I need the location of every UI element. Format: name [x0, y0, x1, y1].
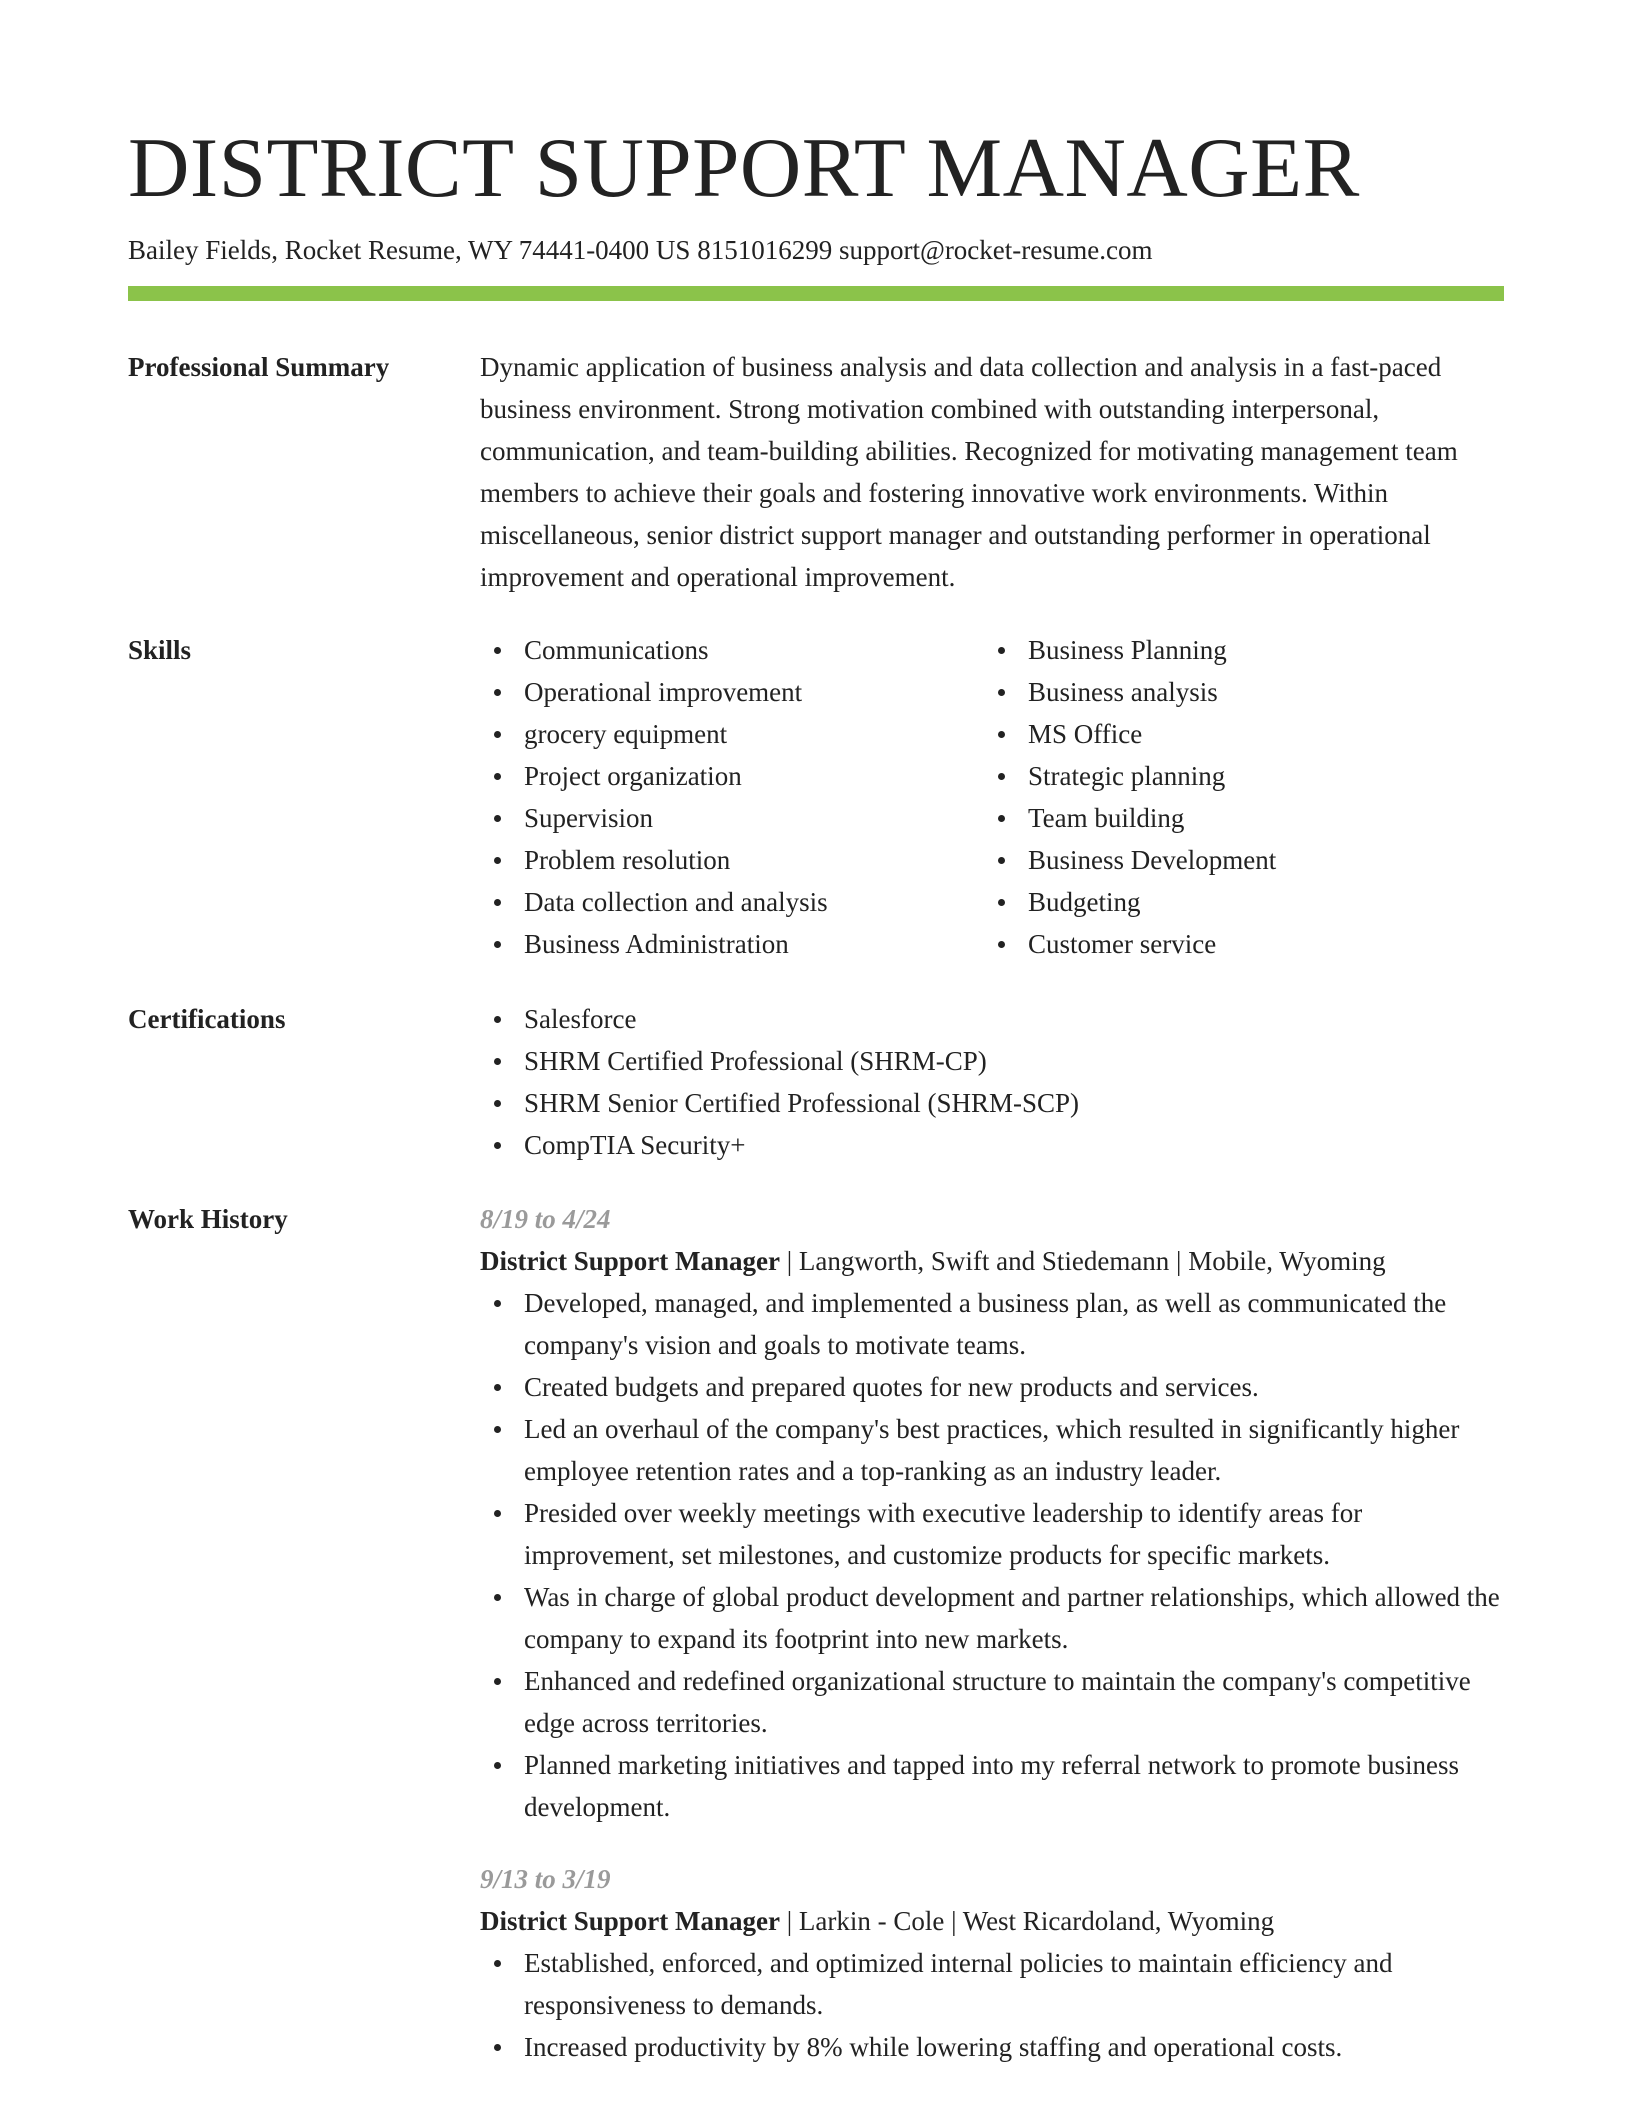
job-bullets: [480, 1282, 1504, 1828]
skill-item: Project organization: [480, 755, 984, 797]
contact-line: Bailey Fields, Rocket Resume, WY 74441-0400 US 8151016299 support@rocket-resume.com: [128, 235, 1153, 265]
skill-item: Business Development: [984, 839, 1504, 881]
certification-item: SHRM Senior Certified Professional (SHRM-SCP): [480, 1082, 1504, 1124]
skills-title: Skills: [128, 635, 192, 665]
job-details: | Langworth, Swift and Stiedemann | Mobile, Wyoming: [779, 1246, 1386, 1276]
job-entry: [480, 1858, 1504, 2068]
skill-item: Data collection and analysis: [480, 881, 984, 923]
job-bullet: Developed, managed, and implemented a business plan, as well as communicated the company's vision and goals to motivate teams.: [480, 1282, 1504, 1366]
skill-item: Business Administration: [480, 923, 984, 965]
certifications-list: [480, 998, 1504, 1166]
job-dates: 8/19 to 4/24: [480, 1204, 611, 1234]
certification-item: Salesforce: [480, 998, 1504, 1040]
work-history-title: Work History: [128, 1204, 288, 1234]
summary-title: Professional Summary: [128, 352, 390, 382]
job-heading: [480, 1900, 1504, 1942]
job-bullet: Increased productivity by 8% while lowering staffing and operational costs.: [480, 2026, 1504, 2068]
skills-list-right: [984, 629, 1504, 965]
job-bullet: Enhanced and redefined organizational structure to maintain the company's competitive edge across territories.: [480, 1660, 1504, 1744]
job-bullet: Was in charge of global product development and partner relationships, which allowed the company to expand its footprint into new markets.: [480, 1576, 1504, 1660]
skill-item: Team building: [984, 797, 1504, 839]
certification-item: SHRM Certified Professional (SHRM-CP): [480, 1040, 1504, 1082]
job-title: District Support Manager: [480, 1246, 780, 1276]
skill-item: Problem resolution: [480, 839, 984, 881]
summary-text: Dynamic application of business analysis and data collection and analysis in a fast-paced business environment. Strong motivation combined with outstanding interpersonal, communication, and team-building abilities. Recognized for motivating management team members to achieve their goals and fostering innovative work environments. Within miscellaneous, senior district support manager and outstanding performer in operational improvement and operational improvement.: [480, 352, 1458, 592]
skill-item: Strategic planning: [984, 755, 1504, 797]
job-bullet: Led an overhaul of the company's best practices, which resulted in significantly higher employee retention rates and a top-ranking as an industry leader.: [480, 1408, 1504, 1492]
job-entry: [480, 1198, 1504, 1828]
skill-item: grocery equipment: [480, 713, 984, 755]
job-heading: [480, 1240, 1504, 1282]
skills-list-left: [480, 629, 984, 965]
job-bullets: [480, 1942, 1504, 2068]
skill-item: MS Office: [984, 713, 1504, 755]
skill-item: Business Planning: [984, 629, 1504, 671]
job-dates: 9/13 to 3/19: [480, 1864, 611, 1894]
job-details: | Larkin - Cole | West Ricardoland, Wyoming: [779, 1906, 1275, 1936]
job-title: District Support Manager: [480, 1906, 780, 1936]
skill-item: Customer service: [984, 923, 1504, 965]
job-bullet: Presided over weekly meetings with executive leadership to identify areas for improvement, set milestones, and customize products for specific markets.: [480, 1492, 1504, 1576]
job-bullet: Created budgets and prepared quotes for new products and services.: [480, 1366, 1504, 1408]
job-bullet: Established, enforced, and optimized internal policies to maintain efficiency and responsiveness to demands.: [480, 1942, 1504, 2026]
job-bullet: Planned marketing initiatives and tapped into my referral network to promote business development.: [480, 1744, 1504, 1828]
skill-item: Communications: [480, 629, 984, 671]
certifications-title: Certifications: [128, 1004, 286, 1034]
header-accent-rule: [128, 286, 1504, 301]
skill-item: Budgeting: [984, 881, 1504, 923]
skill-item: Operational improvement: [480, 671, 984, 713]
skill-item: Supervision: [480, 797, 984, 839]
certification-item: CompTIA Security+: [480, 1124, 1504, 1166]
skill-item: Business analysis: [984, 671, 1504, 713]
resume-name-heading: DISTRICT SUPPORT MANAGER: [128, 121, 1360, 215]
